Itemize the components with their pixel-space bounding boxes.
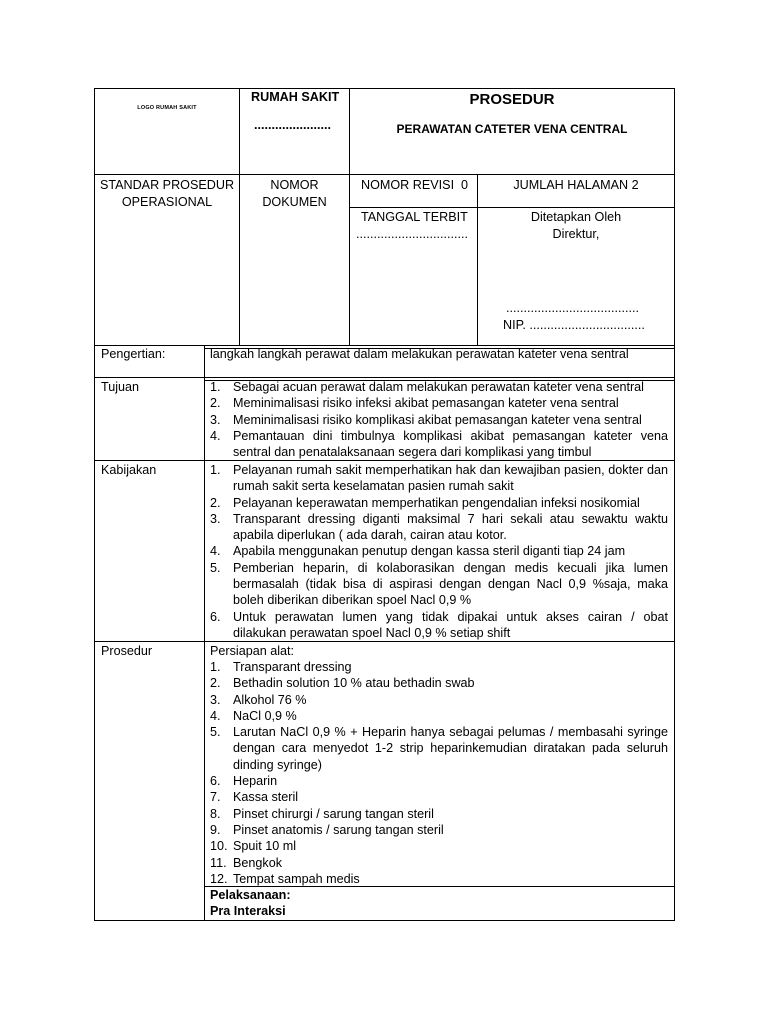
spo-label-line2: OPERASIONAL bbox=[121, 195, 213, 209]
list-item: 9. Pinset anatomis / sarung tangan steril bbox=[210, 822, 444, 837]
persiapan-alat-label: Persiapan alat: bbox=[210, 644, 295, 658]
header-row-divider bbox=[94, 174, 675, 175]
tanggal-terbit-dots: ................................ bbox=[356, 227, 468, 241]
prosedur-title: PROSEDUR bbox=[469, 91, 555, 108]
prosedur-subtitle: PERAWATAN CATETER VENA CENTRAL bbox=[396, 122, 628, 136]
list-item: 4. Pemantauan dini timbulnya komplikasi akibat pemasangan kateter vena sentral dan penatalaksanaan segera dari komplikasi yang timbul bbox=[210, 428, 668, 460]
list-item: 7. Kassa steril bbox=[210, 790, 299, 805]
list-item: 2. Bethadin solution 10 % atau bethadin swab bbox=[210, 676, 475, 691]
list-item: 10. Spuit 10 ml bbox=[210, 839, 296, 854]
kebijakan-list bbox=[210, 462, 668, 641]
nomor-revisi: NOMOR REVISI 0 bbox=[361, 178, 469, 192]
nomor-dokumen-line2: DOKUMEN bbox=[262, 195, 327, 209]
list-item: 4. NaCl 0,9 % bbox=[210, 708, 297, 723]
rumah-sakit-dots: ...................... bbox=[254, 118, 331, 132]
list-item: 2. Meminimalisasi risiko infeksi akibat pemasangan kateter vena sentral bbox=[210, 396, 619, 411]
kebijakan-label: Kabijakan bbox=[101, 463, 157, 477]
jumlah-halaman: JUMLAH HALAMAN 2 bbox=[513, 178, 639, 192]
list-item: 1. Transparant dressing bbox=[210, 660, 352, 674]
pelaksanaan-label: Pelaksanaan: bbox=[210, 888, 291, 902]
rumah-sakit-label: RUMAH SAKIT bbox=[251, 90, 340, 104]
list-item: 3. Transparant dressing diganti maksimal 7 hari sekali atau sewaktu waktu apabila diperlukan ( ada darah, cairan atau kotor. bbox=[210, 511, 668, 543]
nip-line: NIP. ................................. bbox=[503, 318, 645, 332]
revisi-row-divider bbox=[349, 207, 675, 208]
table-border-bottom bbox=[94, 920, 675, 921]
direktur-label: Direktur, bbox=[552, 227, 600, 241]
prosedur-label: Prosedur bbox=[101, 644, 153, 658]
nomor-dokumen-line1: NOMOR bbox=[270, 178, 319, 192]
pra-interaksi-label: Pra Interaksi bbox=[210, 904, 286, 918]
table-border-right bbox=[674, 88, 675, 921]
list-item: 5. Pemberian heparin, di kolaborasikan dengan medis kecuali jika lumen bermasalah (tidak bisa di aspirasi dengan dengan Nacl 0,9 %saja, maka boleh diberikan diberikan spoel Nacl 0,9 % bbox=[210, 560, 668, 608]
list-item: 11. Bengkok bbox=[210, 855, 283, 870]
header-col-divider-1 bbox=[239, 88, 240, 346]
tujuan-label: Tujuan bbox=[101, 380, 140, 394]
list-item: 4. Apabila menggunakan penutup dengan kassa steril diganti tiap 24 jam bbox=[210, 544, 626, 559]
tujuan-list bbox=[210, 379, 668, 460]
list-item: 6. Untuk perawatan lumen yang tidak dipakai untuk akses cairan / obat dilakukan perawatan spoel Nacl 0,9 % setiap shift bbox=[210, 609, 668, 640]
pengertian-text: langkah langkah perawat dalam melakukan perawatan kateter vena sentral bbox=[210, 347, 629, 361]
header-col-divider-3 bbox=[477, 174, 478, 346]
persiapan-alat-list bbox=[210, 659, 668, 887]
list-item: 12. Tempat sampah medis bbox=[210, 871, 360, 886]
list-item: 6. Heparin bbox=[210, 774, 278, 789]
list-item: 8. Pinset chirurgi / sarung tangan steril bbox=[210, 806, 434, 821]
signature-line: ...................................... bbox=[506, 301, 639, 315]
list-item: 1. Pelayanan rumah sakit memperhatikan hak dan kewajiban pasien, dokter dan rumah sakit serta keselamatan pasien rumah sakit bbox=[210, 463, 668, 494]
list-item: 3. Meminimalisasi risiko komplikasi akibat pemasangan kateter vena sentral bbox=[210, 412, 642, 427]
pengertian-label: Pengertian: bbox=[101, 347, 166, 361]
ditetapkan-oleh: Ditetapkan Oleh bbox=[530, 210, 622, 224]
table-border-left bbox=[94, 88, 95, 921]
list-item: 2. Pelayanan keperawatan memperhatikan pengendalian infeksi nosikomial bbox=[210, 495, 640, 510]
list-item: 5. Larutan NaCl 0,9 % + Heparin hanya sebagai pelumas / membasahi syringe dengan cara menyedot 1-2 strip heparinkemudian diratakan pada seluruh dinding syringe) bbox=[210, 725, 668, 772]
list-item: 3. Alkohol 76 % bbox=[210, 692, 307, 707]
row-divider-tujuan bbox=[94, 377, 675, 378]
tanggal-terbit-label: TANGGAL TERBIT bbox=[361, 210, 468, 224]
label-col-divider bbox=[204, 345, 205, 921]
table-border-top bbox=[94, 88, 675, 89]
list-item: 1. Sebagai acuan perawat dalam melakukan perawatan kateter vena sentral bbox=[210, 380, 644, 394]
logo-placeholder: LOGO RUMAH SAKIT bbox=[137, 105, 197, 111]
spo-label-line1: STANDAR PROSEDUR bbox=[99, 178, 235, 192]
